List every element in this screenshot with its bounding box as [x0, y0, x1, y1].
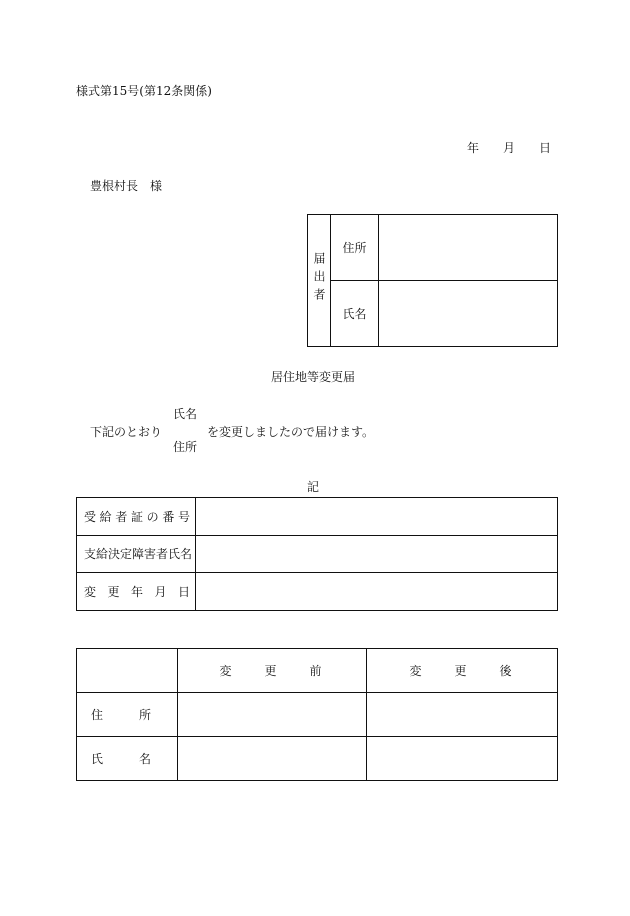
- change-table: [76, 648, 558, 781]
- table-row: [77, 737, 558, 781]
- change-date-value: [196, 573, 558, 611]
- header-after: 変 更 後: [367, 649, 558, 693]
- table-row: [77, 498, 558, 536]
- name-value-cell: [379, 281, 558, 347]
- beneficiary-name-label: 支給決定障害者氏名: [77, 536, 196, 573]
- applicant-box: [307, 214, 558, 347]
- name-label: 氏名: [342, 306, 367, 321]
- beneficiary-name-value: [196, 536, 558, 573]
- table-header-row: [77, 649, 558, 693]
- name-label-cell: [331, 281, 379, 347]
- address-label-cell: [331, 215, 379, 281]
- recipient-number-value: [196, 498, 558, 536]
- ki-heading: 記: [307, 480, 320, 494]
- table-row: [77, 536, 558, 573]
- address-label: 住所: [342, 240, 367, 255]
- change-name-label: 氏 名: [77, 737, 178, 781]
- header-before: 変 更 前: [178, 649, 367, 693]
- address-after-cell: [367, 693, 558, 737]
- info-table: [76, 497, 558, 611]
- address-value-cell: [379, 215, 558, 281]
- table-row: [77, 573, 558, 611]
- statement-suffix: を変更しましたので届けます。: [207, 425, 375, 439]
- recipient-number-label: 受給者証の番号: [77, 498, 196, 536]
- addressee: 豊根村長 様: [90, 179, 163, 193]
- address-before-cell: [178, 693, 367, 737]
- statement-option-address: 住所: [173, 440, 198, 454]
- date-line: 年 月 日: [467, 141, 552, 155]
- header-blank-cell: [77, 649, 178, 693]
- applicant-heading-cell: [308, 215, 331, 347]
- document-title: 居住地等変更届: [270, 370, 355, 384]
- change-address-label: 住 所: [77, 693, 178, 737]
- change-date-label: 変更年月日: [77, 573, 196, 611]
- name-before-cell: [178, 737, 367, 781]
- name-after-cell: [367, 737, 558, 781]
- applicant-heading: 届出者: [312, 252, 326, 306]
- statement-option-name: 氏名: [173, 407, 198, 421]
- statement-prefix: 下記のとおり: [90, 425, 163, 439]
- table-row: [77, 693, 558, 737]
- form-number: 様式第15号(第12条関係): [76, 84, 212, 98]
